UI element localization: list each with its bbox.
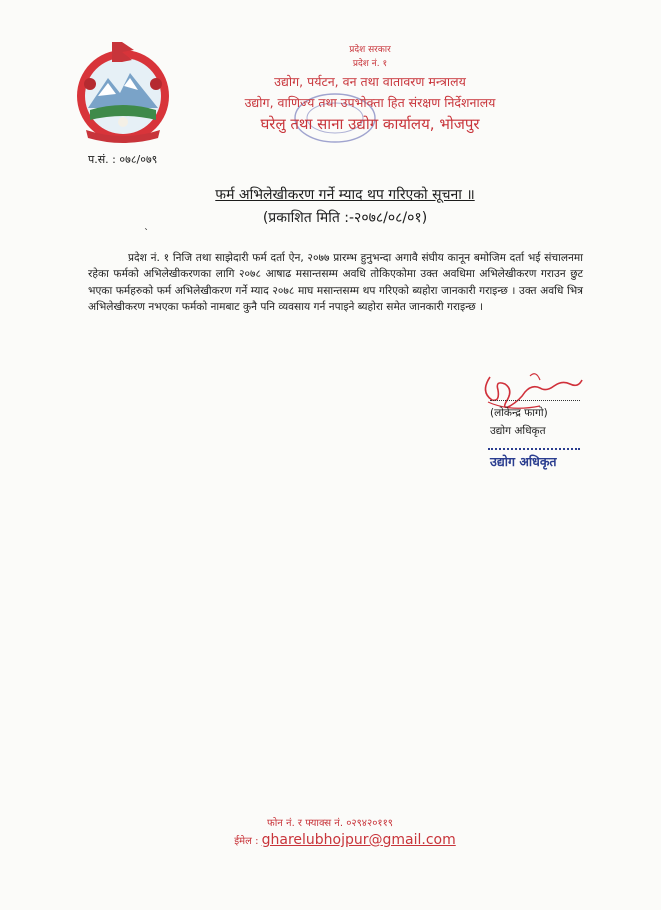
designation-stamp: उद्योग अधिकृत bbox=[490, 454, 557, 469]
header-directorate-line: उद्योग, वाणिज्य तथा उपभोक्ता हित संरक्षण निर्देशनालय bbox=[244, 95, 496, 110]
notice-title bbox=[140, 185, 550, 204]
reference-number: प.सं. : ०७८/०७९ bbox=[88, 153, 158, 166]
signatory-designation: उद्योग अधिकृत bbox=[490, 425, 546, 437]
footer-email-link[interactable]: gharelubhojpur@gmail.com bbox=[261, 832, 456, 848]
signature-line bbox=[490, 400, 580, 401]
footer-email-label: ईमेल : bbox=[234, 836, 259, 847]
stray-mark: ` bbox=[144, 228, 149, 239]
notice-body-paragraph: प्रदेश नं. १ निजि तथा साझेदारी फर्म दर्ता ऐन, २०७७ प्रारम्भ हुनुभन्दा अगावै संघीय कानून बमोजिम दर्ता भई संचालनमा रहेका फर्मको अभिलेखीकरणका लागि २०७८ आषाढ मसान्तसम्म अवधि तोकिएकोमा उक्त अवधिमा अभिलेखीकरण गराउन छुट भएका फर्महरुको फर्म अभिलेखीकरण गर्ने म्याद २०७८ माघ मसान्तसम्म थप गरिएको ब्यहोरा जानकारी गराइन्छ । उक्त अवधि भित्र अभिलेखीकरण नभएका फर्मको नामबाट कुनै पनि व्यवसाय गर्न नपाइने ब्यहोरा समेत जानकारी गराइन्छ । bbox=[88, 252, 583, 314]
signatory-name: (लोकेन्द्र फागो) bbox=[490, 407, 548, 419]
header-province-line: प्रदेश नं. १ bbox=[352, 59, 388, 69]
stamp-line bbox=[488, 448, 580, 450]
nepal-emblem-icon bbox=[68, 38, 178, 148]
footer-email-row bbox=[180, 832, 510, 848]
notice-body bbox=[88, 250, 583, 316]
published-date: (प्रकाशित मिति :-२०७८/०८/०१) bbox=[262, 210, 428, 226]
notice-title-text: फर्म अभिलेखीकरण गर्ने म्याद थप गरिएको सूचना ॥ bbox=[215, 187, 475, 203]
footer-phone: फोन नं. र फ्याक्स नं. ०२९४२०११९ bbox=[266, 818, 393, 829]
header-government-line: प्रदेश सरकार bbox=[349, 45, 391, 55]
header-ministry-line: उद्योग, पर्यटन, वन तथा वातावरण मन्त्रालय bbox=[274, 74, 466, 89]
header-office-line: घरेलु तथा साना उद्योग कार्यालय, भोजपुर bbox=[260, 115, 480, 133]
